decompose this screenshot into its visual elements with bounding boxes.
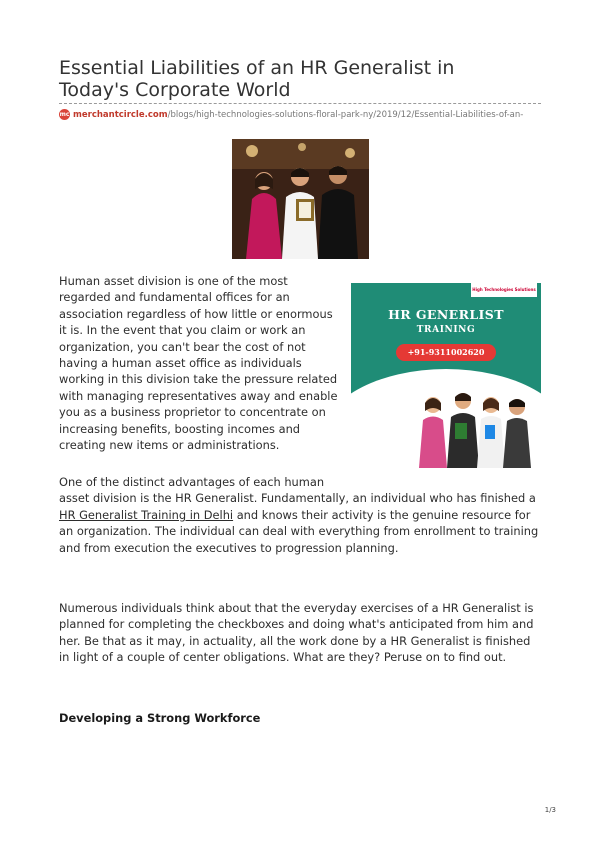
award-photo-illustration <box>232 139 369 259</box>
advantages-text-before-link: asset division is the HR Generalist. Fundamentally, an individual who has finished a <box>59 491 536 506</box>
section-heading: Developing a Strong Workforce <box>59 711 261 725</box>
students-illustration <box>351 375 541 468</box>
merchantcircle-logo-icon: mc <box>59 111 70 118</box>
advantages-first-line: One of the distinct advantages of each human <box>59 475 325 489</box>
hr-generalist-training-link[interactable]: HR Generalist Training in Delhi <box>59 507 234 522</box>
intro-paragraph: Human asset division is one of the most regarded and fundamental offices for an association regardless of how little or enormous it is. In the event that you claim or work an organization, you can't bear the cost of not having a human asset office as individuals working in this division take the pressure related with managing representatives away and enable you as a business proprietor to concentrate on increasing benefits, boosting incomes and creating new items or administrations. <box>59 274 338 453</box>
page-number: 1/3 <box>544 806 556 814</box>
hr-generalist-training-banner <box>351 283 541 468</box>
banner-logo: High Technologies Solutions <box>471 283 537 297</box>
source-path[interactable]: /blogs/high-technologies-solutions-floral-park-ny/2019/12/Essential-Liabilities-of-an- <box>167 110 524 120</box>
responsibilities-paragraph: Numerous individuals think about that the everyday exercises of a HR Generalist is planned for completing the checkboxes and doing what's anticipated from him and her. Be that as it may, in actuality, all the work done by a HR Generalist is finished in light of a couple of center obligations. What are they? Peruse on to find out. <box>59 601 534 665</box>
article-title: Essential Liabilities of an HR Generalist in Today's Corporate World <box>59 57 455 101</box>
banner-title-line2: TRAINING <box>416 325 476 335</box>
source-domain[interactable]: merchantcircle.com <box>73 110 168 120</box>
advantages-paragraph <box>59 474 541 556</box>
title-divider <box>59 103 541 104</box>
banner-title-line1: HR GENERLIST <box>388 307 504 322</box>
advantages-text-after-link: and knows their activity is the genuine resource for an organization. The individual can deal with everything from enrollment to training and from execution the executives to progression planning. <box>59 507 539 555</box>
banner-phone-badge: +91-9311002620 <box>396 344 496 361</box>
award-photo <box>232 139 369 259</box>
source-url[interactable] <box>59 108 549 122</box>
